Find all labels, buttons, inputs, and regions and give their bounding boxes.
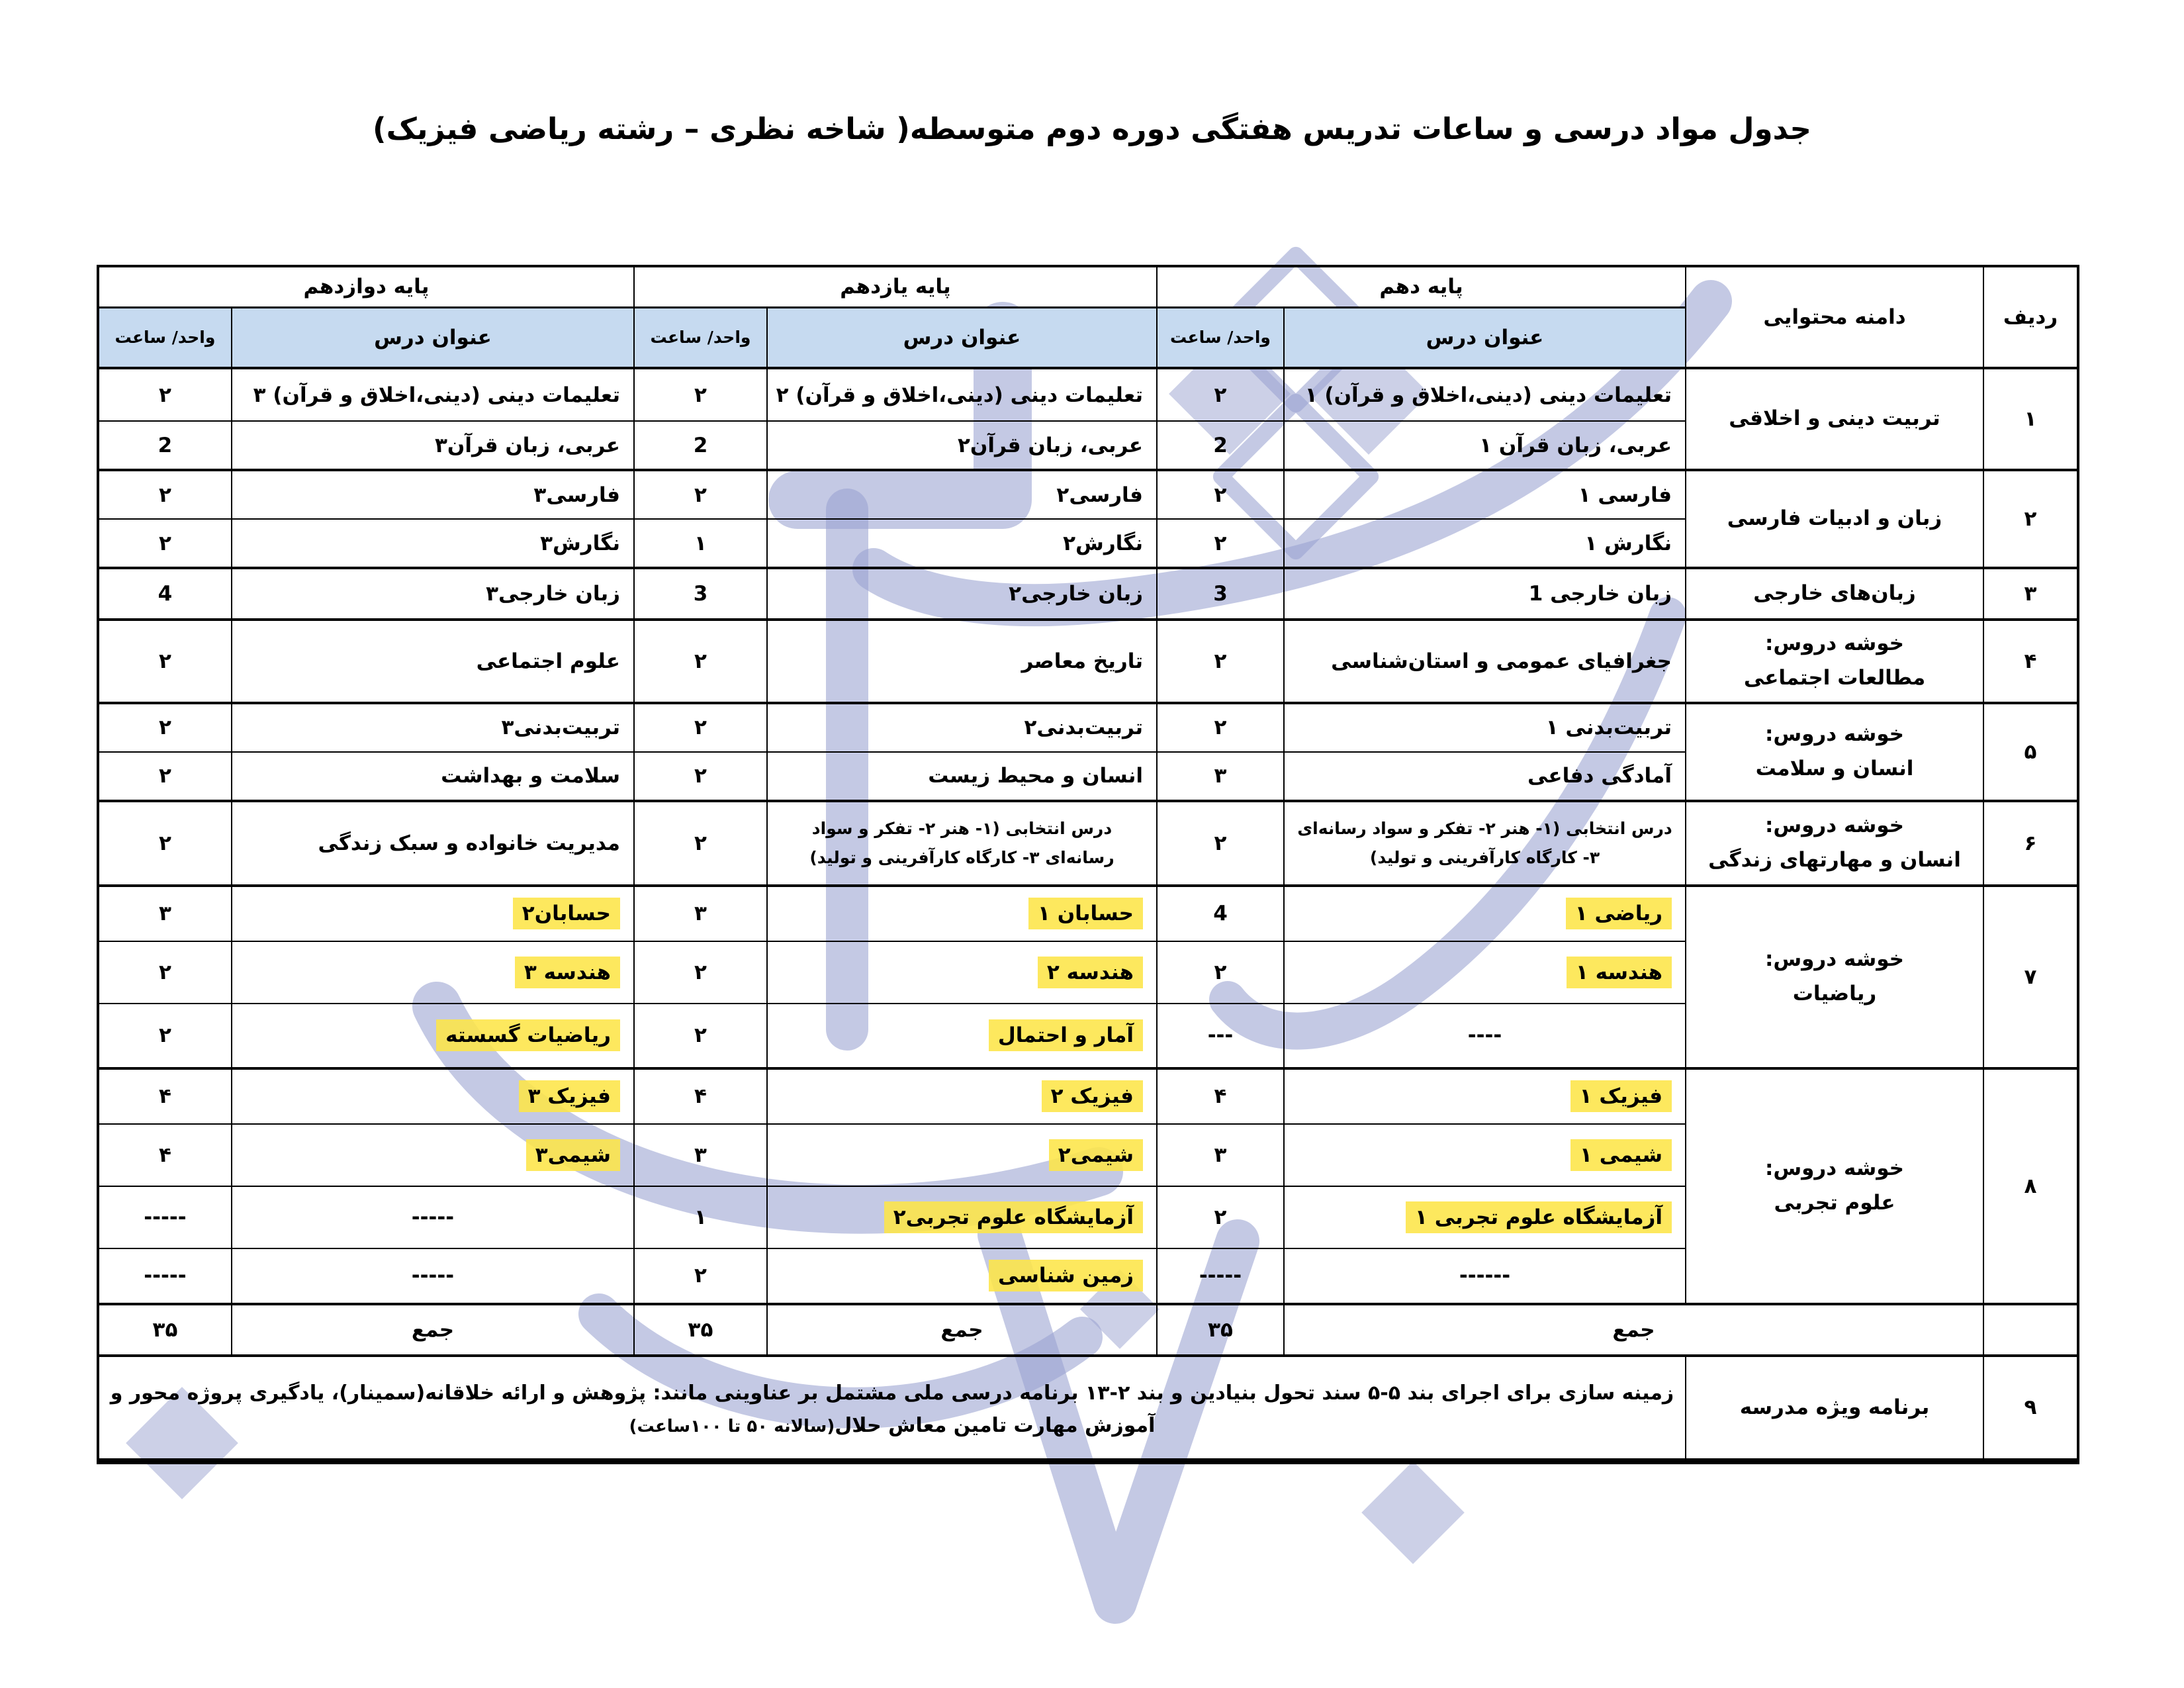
course-cell: نگارش ۱: [1284, 519, 1686, 568]
row-number-cell: ۴: [1983, 620, 2078, 703]
table-row: [98, 620, 2078, 703]
hours-cell: ۴: [98, 1124, 232, 1186]
hours-cell: ۱: [634, 519, 767, 568]
row-number-cell: ۳: [1983, 568, 2078, 620]
hours-cell: ۲: [98, 368, 232, 421]
header-row-grades: [98, 266, 2078, 307]
course-cell: درس انتخابی (۱- هنر ۲- تفکر و سواد رسانه‌ای ۳- کارگاه کارآفرینی و تولید): [1284, 801, 1686, 886]
course-cell: درس انتخابی (۱- هنر ۲- تفکر و سواد رسانه‌ای ۳- کارگاه کارآفرینی و تولید): [767, 801, 1157, 886]
table-row: [98, 801, 2078, 886]
table-row: [98, 1068, 2078, 1124]
table-row: [98, 703, 2078, 752]
hours-cell: ۲: [634, 1004, 767, 1068]
table-row: [98, 568, 2078, 620]
special-program-text: [98, 1356, 1686, 1462]
special-program-row: [98, 1356, 2078, 1462]
course-cell: زمین شناسی: [767, 1248, 1157, 1304]
total-label-g11: جمع: [767, 1304, 1157, 1356]
course-cell: تربیت‌بدنی۳: [232, 703, 634, 752]
hours-cell: ۲: [98, 703, 232, 752]
hours-cell: ۲: [98, 470, 232, 519]
course-cell: آمادگی دفاعی: [1284, 752, 1686, 801]
domain-cell: تربیت دینی و اخلاقی: [1686, 368, 1983, 470]
course-cell: عربی، زبان قرآن۳: [232, 421, 634, 470]
hours-cell: 2: [1157, 421, 1284, 470]
domain-cell: خوشه دروس: انسان و سلامت: [1686, 703, 1983, 801]
header-grade-11: پایه یازدهم: [634, 266, 1157, 307]
hours-cell: -----: [98, 1248, 232, 1304]
hours-cell: ۲: [634, 703, 767, 752]
hours-cell: ۴: [1157, 1068, 1284, 1124]
course-cell: سلامت و بهداشت: [232, 752, 634, 801]
course-cell: زبان خارجی 1: [1284, 568, 1686, 620]
hours-cell: ۲: [1157, 470, 1284, 519]
header-course-title-g10: عنوان درس: [1284, 307, 1686, 368]
total-label-g10: جمع: [1284, 1304, 1983, 1356]
course-cell: فارسی۳: [232, 470, 634, 519]
course-cell: عربی، زبان قرآن ۱: [1284, 421, 1686, 470]
hours-cell: ۲: [1157, 519, 1284, 568]
curriculum-table: [97, 265, 2079, 1464]
course-cell: مدیریت خانواده و سبک زندگی: [232, 801, 634, 886]
row-number-cell: ۹: [1983, 1356, 2078, 1462]
special-program-line1: زمینه سازی برای اجرای بند ۵-۵ سند تحول بنیادین و بند ۲-۱۳ برنامه درسی ملی مشتمل بر عناوینی مانند: پژوهش و ارائه خلاقانه(سمینار)، یادگیری پروژه محور و: [110, 1382, 1674, 1405]
total-hours-g10: ۳۵: [1157, 1304, 1284, 1356]
table-row: [98, 470, 2078, 519]
hours-cell: ۱: [634, 1186, 767, 1248]
hours-cell: ۲: [98, 519, 232, 568]
course-cell: آزمایشگاه علوم تجربی۲: [767, 1186, 1157, 1248]
domain-cell: خوشه دروس: علوم تجربی: [1686, 1068, 1983, 1304]
hours-cell: ۳: [1157, 1124, 1284, 1186]
empty-cell: [1983, 1304, 2078, 1356]
row-number-cell: ۵: [1983, 703, 2078, 801]
course-cell: نگارش۲: [767, 519, 1157, 568]
hours-cell: ۲: [1157, 941, 1284, 1004]
course-cell: تعلیمات دینی (دینی،اخلاق و قرآن) ۱: [1284, 368, 1686, 421]
course-cell: فیزیک ۲: [767, 1068, 1157, 1124]
hours-cell: ۲: [1157, 703, 1284, 752]
header-course-title-g11: عنوان درس: [767, 307, 1157, 368]
domain-cell: خوشه دروس: مطالعات اجتماعی: [1686, 620, 1983, 703]
hours-cell: ۲: [634, 752, 767, 801]
hours-cell: -----: [1157, 1248, 1284, 1304]
course-cell: ------: [1284, 1248, 1686, 1304]
course-cell: -----: [232, 1186, 634, 1248]
row-number-cell: ۶: [1983, 801, 2078, 886]
course-cell: نگارش۳: [232, 519, 634, 568]
row-number-cell: ۲: [1983, 470, 2078, 568]
course-cell: زبان خارجی۲: [767, 568, 1157, 620]
hours-cell: 4: [98, 568, 232, 620]
course-cell: ----: [1284, 1004, 1686, 1068]
course-cell: انسان و محیط زیست: [767, 752, 1157, 801]
course-cell: ریاضی ۱: [1284, 886, 1686, 941]
hours-cell: ۲: [1157, 1186, 1284, 1248]
course-cell: تاریخ معاصر: [767, 620, 1157, 703]
special-program-line2: آموزش مهارت تامین معاش حلال(سالانه ۵۰ تا ۱۰۰ساعت): [629, 1414, 1156, 1438]
course-cell: تربیت‌بدنی۲: [767, 703, 1157, 752]
row-number-cell: ۷: [1983, 886, 2078, 1068]
course-cell: تربیت‌بدنی ۱: [1284, 703, 1686, 752]
hours-cell: ۲: [634, 1248, 767, 1304]
header-unit-hour-g10: واحد/ ساعت: [1157, 307, 1284, 368]
hours-cell: ۲: [634, 801, 767, 886]
hours-cell: ۲: [98, 1004, 232, 1068]
course-cell: تعلیمات دینی (دینی،اخلاق و قرآن) ۲: [767, 368, 1157, 421]
course-cell: هندسه ۲: [767, 941, 1157, 1004]
hours-cell: ۲: [1157, 801, 1284, 886]
hours-cell: ۲: [634, 470, 767, 519]
hours-cell: 3: [634, 568, 767, 620]
course-cell: حسابان ۱: [767, 886, 1157, 941]
hours-cell: ۳: [634, 1124, 767, 1186]
hours-cell: ۴: [98, 1068, 232, 1124]
hours-cell: ۳: [98, 886, 232, 941]
course-cell: ریاضیات گسسته: [232, 1004, 634, 1068]
table-row: [98, 368, 2078, 421]
course-cell: آمار و احتمال: [767, 1004, 1157, 1068]
course-cell: تعلیمات دینی (دینی،اخلاق و قرآن) ۳: [232, 368, 634, 421]
page-title: جدول مواد درسی و ساعات تدریس هفتگی دوره دوم متوسطه( شاخه نظری – رشته ریاضی فیزیک): [373, 111, 1811, 146]
hours-cell: ۲: [634, 368, 767, 421]
course-cell: حسابان۲: [232, 886, 634, 941]
course-cell: فیزیک ۱: [1284, 1068, 1686, 1124]
hours-cell: ۳: [634, 886, 767, 941]
hours-cell: 3: [1157, 568, 1284, 620]
hours-cell: ۲: [1157, 368, 1284, 421]
hours-cell: -----: [98, 1186, 232, 1248]
hours-cell: ۲: [98, 801, 232, 886]
course-cell: هندسه ۱: [1284, 941, 1686, 1004]
course-cell: فیزیک ۳: [232, 1068, 634, 1124]
course-cell: شیمی۳: [232, 1124, 634, 1186]
course-cell: جغرافیای عمومی و استان‌شناسی: [1284, 620, 1686, 703]
course-cell: علوم اجتماعی: [232, 620, 634, 703]
course-cell: فارسی ۱: [1284, 470, 1686, 519]
hours-cell: ۲: [98, 941, 232, 1004]
hours-cell: ۲: [98, 620, 232, 703]
course-cell: شیمی ۱: [1284, 1124, 1686, 1186]
hours-cell: ۲: [634, 941, 767, 1004]
header-unit-hour-g11: واحد/ ساعت: [634, 307, 767, 368]
domain-cell: برنامه ویژه مدرسه: [1686, 1356, 1983, 1462]
hours-cell: ---: [1157, 1004, 1284, 1068]
total-hours-g12: ۳۵: [98, 1304, 232, 1356]
header-row-number: ردیف: [1983, 266, 2078, 368]
course-cell: شیمی۲: [767, 1124, 1157, 1186]
hours-cell: 2: [634, 421, 767, 470]
row-number-cell: ۱: [1983, 368, 2078, 470]
domain-cell: خوشه دروس: ریاضیات: [1686, 886, 1983, 1068]
hours-cell: ۲: [634, 620, 767, 703]
course-cell: فارسی۲: [767, 470, 1157, 519]
hours-cell: ۲: [98, 752, 232, 801]
header-domain: دامنه محتوایی: [1686, 266, 1983, 368]
hours-cell: 4: [1157, 886, 1284, 941]
hours-cell: 2: [98, 421, 232, 470]
course-cell: آزمایشگاه علوم تجربی ۱: [1284, 1186, 1686, 1248]
totals-row: [98, 1304, 2078, 1356]
course-cell: زبان خارجی۳: [232, 568, 634, 620]
hours-cell: ۳: [1157, 752, 1284, 801]
header-grade-12: پایه دوازدهم: [98, 266, 634, 307]
row-number-cell: ۸: [1983, 1068, 2078, 1304]
course-cell: هندسه ۳: [232, 941, 634, 1004]
hours-cell: ۴: [634, 1068, 767, 1124]
total-label-g12: جمع: [232, 1304, 634, 1356]
hours-cell: ۲: [1157, 620, 1284, 703]
header-course-title-g12: عنوان درس: [232, 307, 634, 368]
course-cell: عربی، زبان قرآن۲: [767, 421, 1157, 470]
domain-cell: زبان‌های خارجی: [1686, 568, 1983, 620]
total-hours-g11: ۳۵: [634, 1304, 767, 1356]
header-unit-hour-g12: واحد/ ساعت: [98, 307, 232, 368]
table-row: [98, 886, 2078, 941]
domain-cell: زبان و ادبیات فارسی: [1686, 470, 1983, 568]
domain-cell: خوشه دروس: انسان و مهارتهای زندگی: [1686, 801, 1983, 886]
header-grade-10: پایه دهم: [1157, 266, 1686, 307]
course-cell: -----: [232, 1248, 634, 1304]
